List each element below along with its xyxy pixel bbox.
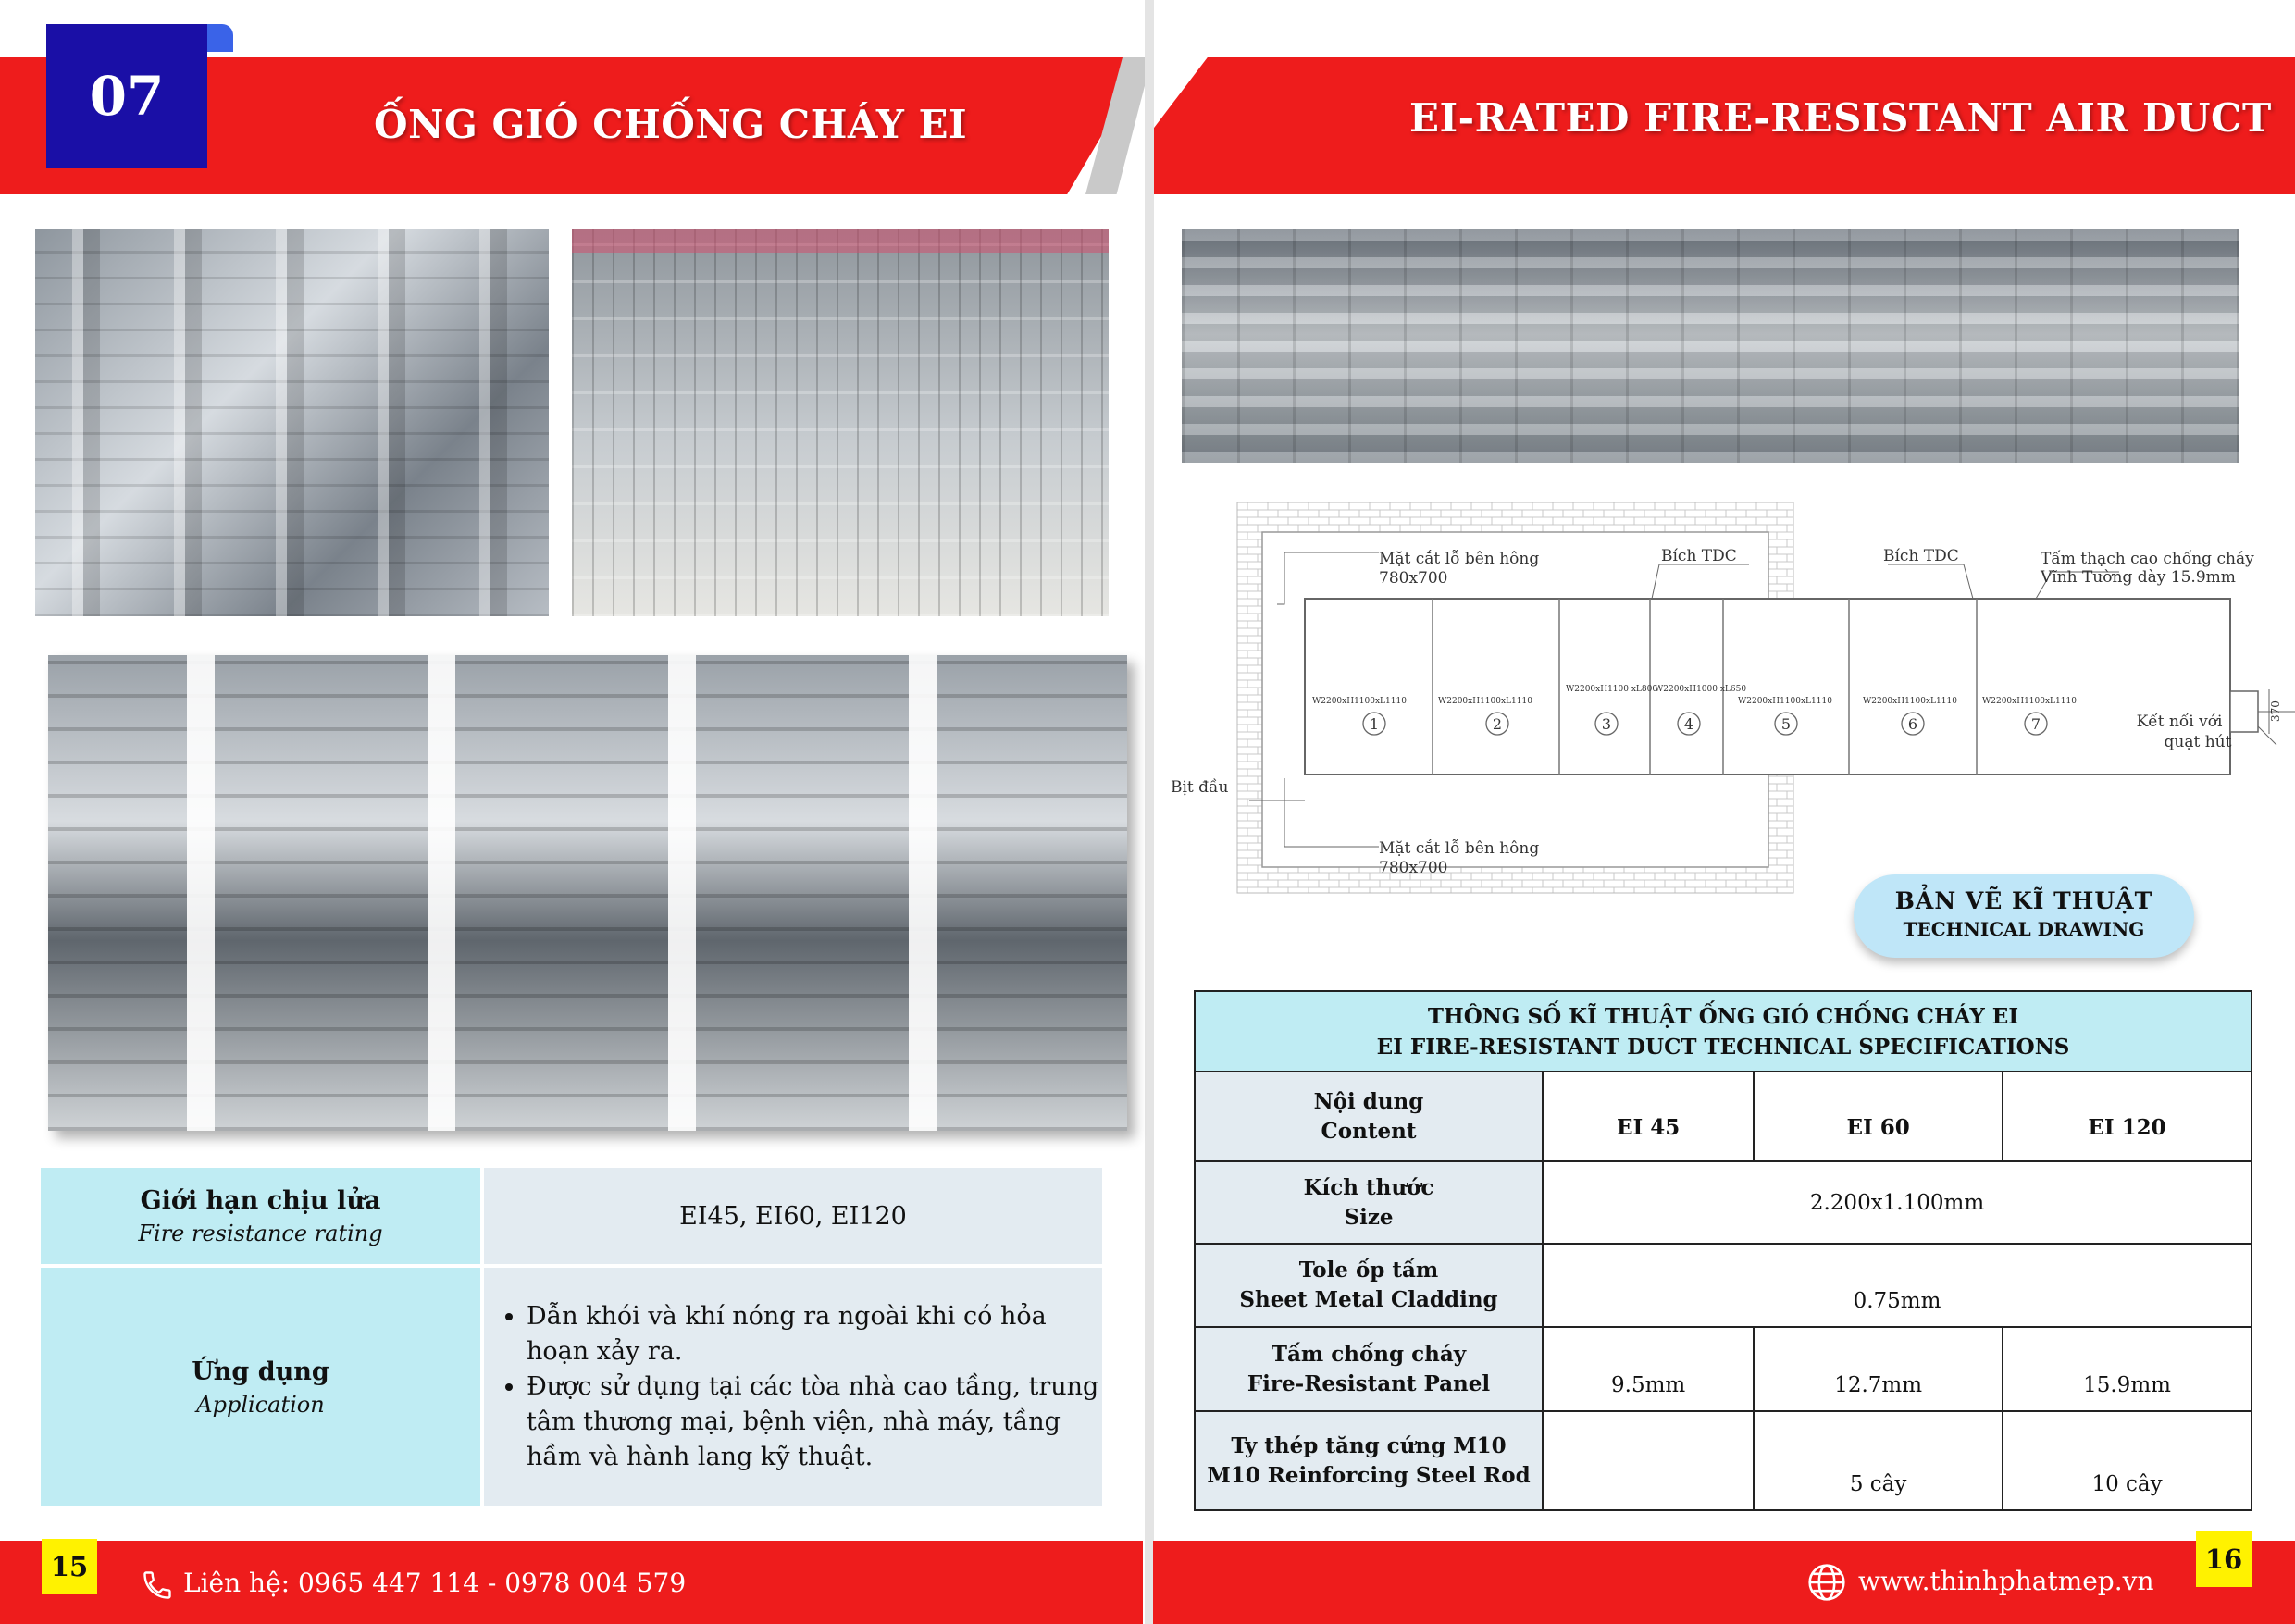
list-item: • Được sử dụng tại các tòa nhà cao tầng, trung tâm thương mại, bệnh viện, nhà máy, tầng hầm và hành lang kỹ thuật. — [527, 1370, 1102, 1475]
application-list — [484, 1299, 1102, 1475]
table-cell: 5 cây — [1754, 1411, 2003, 1510]
page-number-left: 15 — [42, 1539, 97, 1594]
section-number: 07 — [46, 24, 207, 168]
bottom-section-label: Mặt cắt lỗ bên hông — [1379, 839, 1540, 858]
bottom-section-size: 780x700 — [1379, 859, 1448, 877]
table-cell: 0.75mm — [1543, 1244, 2252, 1327]
application-label-vi: Ứng dụng — [192, 1357, 329, 1386]
table-cell: 2.200x1.100mm — [1543, 1161, 2252, 1244]
board-label-2: Vĩnh Tường dày 15.9mm — [2041, 568, 2236, 587]
row-label-vi: Tấm chống cháy — [1271, 1341, 1467, 1367]
segment-number: 6 — [1907, 715, 1918, 733]
page-divider — [1145, 0, 1154, 1624]
row-label-en: Fire-Resistant Panel — [1247, 1370, 1491, 1396]
rating-value: EI45, EI60, EI120 — [679, 1201, 907, 1231]
segment-spec: W2200xH1100xL1110 — [1982, 697, 2077, 706]
page-number-right: 16 — [2196, 1531, 2252, 1587]
table-label-cell — [41, 1268, 480, 1506]
end-cap-label: Bịt đầu — [1171, 778, 1229, 797]
table-row — [1195, 1161, 2252, 1244]
table-label-cell — [1195, 1411, 1543, 1510]
segment-spec: W2200xH1100 xL800 — [1566, 685, 1658, 694]
contact-phone[interactable]: Liên hệ: 0965 447 114 - 0978 004 579 — [183, 1568, 687, 1598]
globe-icon — [1806, 1562, 1847, 1603]
segment-number: 4 — [1683, 715, 1694, 733]
table-label-cell — [1195, 1161, 1543, 1244]
badge-title-en: TECHNICAL DRAWING — [1903, 918, 2145, 940]
top-section-size: 780x700 — [1379, 569, 1448, 588]
segment-number: 1 — [1369, 715, 1380, 733]
connect-label-1: Kết nối với — [2136, 713, 2223, 731]
table-cell: 10 cây — [2003, 1411, 2252, 1510]
technical-drawing-badge — [1854, 874, 2194, 958]
website-link[interactable]: www.thinhphatmep.vn — [1858, 1566, 2154, 1596]
table-label-cell — [1195, 1327, 1543, 1411]
segment-number: 2 — [1492, 715, 1503, 733]
segment-number: 7 — [2030, 715, 2041, 733]
fire-rating-table — [37, 1164, 1106, 1510]
segment-spec: W2200xH1100xL1110 — [1738, 697, 1832, 706]
duct-body — [1305, 599, 2230, 775]
technical-drawing — [1166, 495, 2282, 939]
column-header: EI 120 — [2003, 1072, 2252, 1161]
column-header: EI 60 — [1754, 1072, 2003, 1161]
rating-label-vi: Giới hạn chịu lửa — [140, 1185, 381, 1215]
row-label-en: Size — [1344, 1204, 1394, 1230]
table-cell: 12.7mm — [1754, 1327, 2003, 1411]
section-tab-accent — [205, 24, 233, 52]
table-title-en: EI FIRE-RESISTANT DUCT TECHNICAL SPECIFICATIONS — [1376, 1034, 2070, 1060]
table-cell: 15.9mm — [2003, 1327, 2252, 1411]
segment-spec: W2200xH1100xL1110 — [1438, 697, 1532, 706]
top-section-label: Mặt cắt lỗ bên hông — [1379, 550, 1540, 568]
connect-label-2: quạt hút — [2164, 733, 2232, 751]
badge-title-vi: BẢN VẼ KĨ THUẬT — [1894, 887, 2153, 914]
phone-icon — [141, 1568, 174, 1602]
flange-label-2: Bích TDC — [1883, 547, 1959, 565]
row-label-en: Sheet Metal Cladding — [1239, 1287, 1498, 1312]
segment-spec: W2200xH1100xL1110 — [1863, 697, 1957, 706]
row-label-vi: Tole ốp tấm — [1298, 1258, 1439, 1283]
photo-round-ducts — [35, 229, 549, 616]
photo-warehouse-ducts — [572, 229, 1109, 616]
row-label-vi: Ty thép tăng cứng M10 — [1231, 1432, 1507, 1458]
table-cell — [1543, 1411, 1754, 1510]
row-label-vi: Kích thước — [1303, 1174, 1434, 1200]
photo-ceiling-ducts — [48, 655, 1127, 1131]
header-label-vi: Nội dung — [1313, 1088, 1424, 1114]
left-page-title: ỐNG GIÓ CHỐNG CHÁY EI — [374, 102, 968, 147]
table-row — [1195, 991, 2252, 1072]
column-header: EI 45 — [1543, 1072, 1754, 1161]
table-row — [41, 1168, 1102, 1264]
table-title-vi: THÔNG SỐ KĨ THUẬT ỐNG GIÓ CHỐNG CHÁY EI — [1427, 1003, 2019, 1029]
segment-spec: W2200xH1100xL1110 — [1312, 697, 1407, 706]
table-title-cell — [1195, 991, 2252, 1072]
row-label-en: M10 Reinforcing Steel Rod — [1207, 1462, 1531, 1488]
table-value-cell — [484, 1268, 1102, 1506]
application-label-en: Application — [196, 1391, 325, 1418]
table-label-cell — [1195, 1244, 1543, 1327]
table-header-row — [1195, 1072, 2252, 1161]
table-row — [1195, 1411, 2252, 1510]
fan-connector — [2230, 691, 2258, 732]
rating-label-en: Fire resistance rating — [138, 1220, 383, 1246]
table-row — [1195, 1327, 2252, 1411]
right-page-title: EI-RATED FIRE-RESISTANT AIR DUCT — [1409, 95, 2272, 141]
technical-spec-table — [1194, 990, 2252, 1511]
list-item: • Dẫn khói và khí nóng ra ngoài khi có hỏa hoạn xảy ra. — [527, 1299, 1102, 1370]
segment-number: 3 — [1601, 715, 1612, 733]
table-value-cell — [484, 1168, 1102, 1264]
dimension-label: 370 — [2269, 700, 2282, 722]
photo-rectangular-ducts — [1182, 229, 2239, 463]
header-label-en: Content — [1321, 1118, 1417, 1144]
table-label-cell — [41, 1168, 480, 1264]
table-cell: 9.5mm — [1543, 1327, 1754, 1411]
segment-number: 5 — [1780, 715, 1792, 733]
segment-spec: W2200xH1000 xL650 — [1655, 685, 1747, 694]
table-label-cell — [1195, 1072, 1543, 1161]
flange-label-1: Bích TDC — [1661, 547, 1737, 565]
table-row — [41, 1268, 1102, 1506]
board-label-1: Tấm thạch cao chống cháy — [2041, 550, 2254, 568]
table-row — [1195, 1244, 2252, 1327]
